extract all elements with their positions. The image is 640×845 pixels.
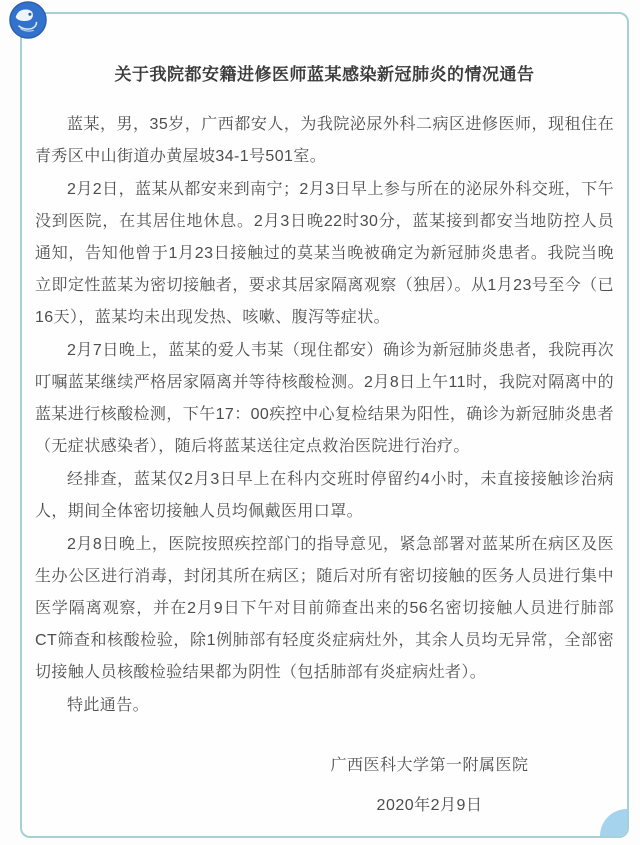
notice-title: 关于我院都安籍进修医师蓝某感染新冠肺炎的情况通告 [114, 65, 535, 84]
document-frame [20, 12, 629, 838]
notice-paragraph: 经排查，蓝某仅2月3日早上在科内交班时停留约4小时，未直接接触诊治病人，期间全体密切接触人员均佩戴医用口罩。 [35, 471, 614, 520]
account-avatar-icon[interactable] [9, 1, 47, 39]
signature-date: 2020年2月9日 [376, 797, 483, 814]
signature-org: 广西医科大学第一附属医院 [330, 757, 529, 774]
notice-closing: 特此通告。 [67, 697, 150, 714]
notice-paragraph: 2月7日晚上，蓝某的爱人韦某（现住都安）确诊为新冠肺炎患者，我院再次叮嘱蓝某继续严格居家隔离并等待核酸检测。2月8日上午11时，我院对隔离中的蓝某进行核酸检测，下午17：00疾控中心复检结果为阳性，确诊为新冠肺炎患者（无症状感染者），随后将蓝某送往定点救治医院进行治疗。 [35, 342, 614, 455]
notice-paragraph: 2月8日晚上，医院按照疾控部门的指导意见，紧急部署对蓝某所在病区及医生办公区进行消毒，封闭其所在病区；随后对所有密切接触的医务人员进行集中医学隔离观察，并在2月9日下午对目前筛查出来的56名密切接触人员进行肺部CT筛查和核酸检验，除1例肺部有轻度炎症病灶外，其余人员均无异常，全部密切接触人员核酸检验结果都为阴性（包括肺部有炎症病灶者）。 [35, 536, 614, 681]
notice-body [35, 109, 614, 826]
notice-paragraph: 蓝某，男，35岁，广西都安人，为我院泌尿外科二病区进修医师，现租住在青秀区中山街道办黄屋坡34-1号501室。 [35, 116, 614, 165]
notice-paragraph: 2月2日，蓝某从都安来到南宁；2月3日早上参与所在的泌尿外科交班，下午没到医院，在其居住地休息。2月3日晚22时30分，蓝某接到都安当地防控人员通知，告知他曾于1月23日接触过的莫某当晚被确定为新冠肺炎患者。我院当晚立即定性蓝某为密切接触者，要求其居家隔离观察（独居）。从1月23号至今（已16天），蓝某均未出现发热、咳嗽、腹泻等症状。 [35, 181, 614, 326]
signature-block [140, 746, 629, 826]
